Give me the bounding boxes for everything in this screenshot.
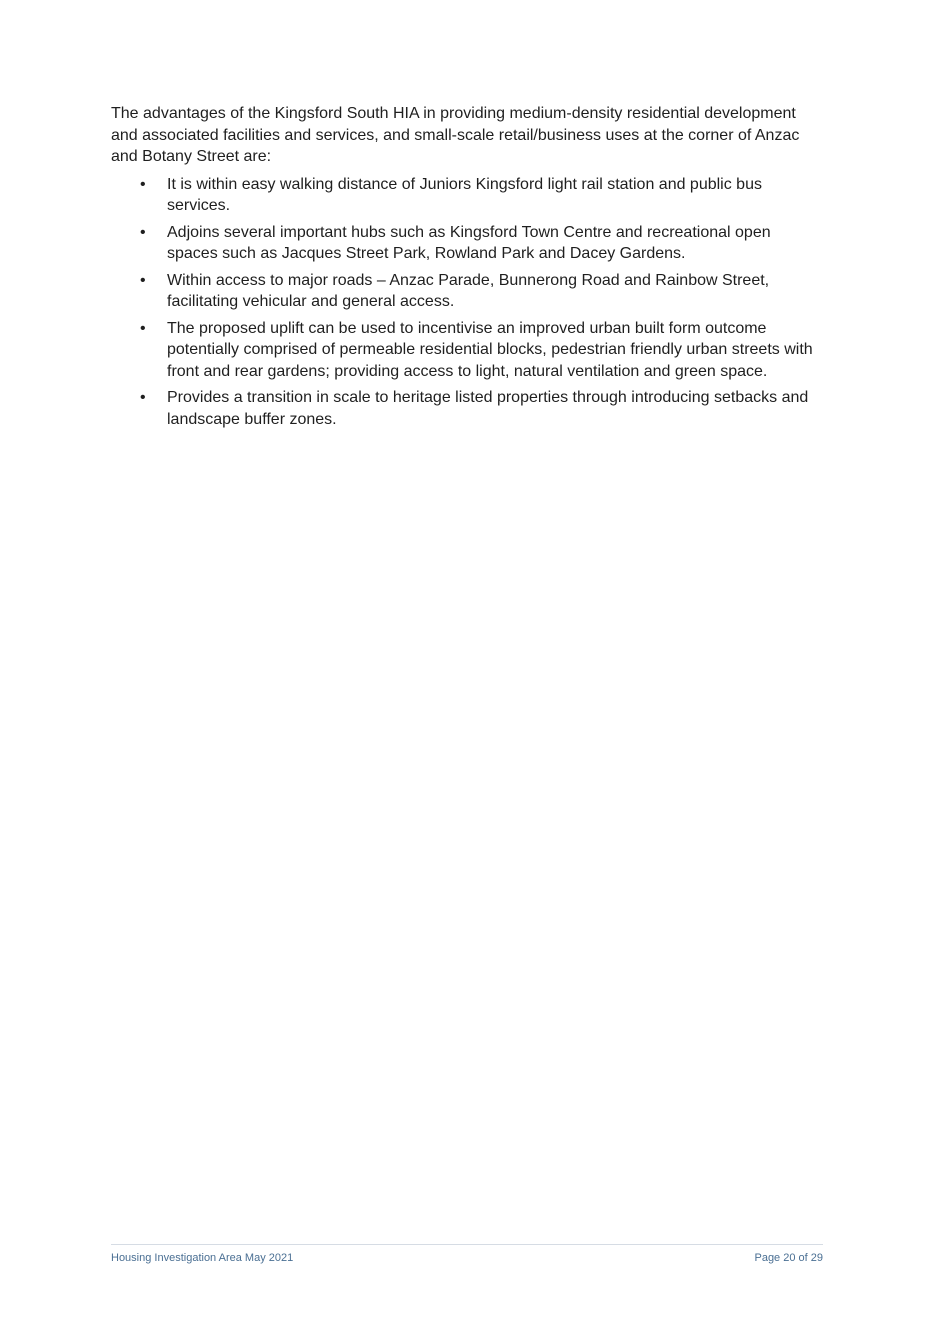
list-item [111,270,823,313]
list-item-text: Within access to major roads – Anzac Parade, Bunnerong Road and Rainbow Street, facilitating vehicular and general access. [167,271,770,310]
list-item-text: Provides a transition in scale to heritage listed properties through introducing setbacks and landscape buffer zones. [167,389,809,428]
list-item-text: The proposed uplift can be used to incentivise an improved urban built form outcome potentially comprised of permeable residential blocks, pedestrian friendly urban streets with front and rear gardens; providing access to light, natural ventilation and green space. [167,319,813,380]
bullet-icon: • [140,223,146,241]
list-item [111,222,823,265]
list-item [111,318,823,383]
page-footer [111,1244,823,1264]
list-item [111,174,823,217]
bullet-icon: • [140,175,146,193]
bullet-icon: • [140,271,146,289]
list-item-text: Adjoins several important hubs such as Kingsford Town Centre and recreational open spaces such as Jacques Street Park, Rowland Park and Dacey Gardens. [167,223,771,262]
footer-document-title: Housing Investigation Area May 2021 [111,1252,294,1264]
footer-page-number: Page 20 of 29 [754,1252,823,1264]
page-body [111,103,823,435]
list-item-text: It is within easy walking distance of Juniors Kingsford light rail station and public bus services. [167,175,762,214]
advantages-list [111,174,823,431]
intro-paragraph: The advantages of the Kingsford South HIA in providing medium-density residential development and associated facilities and services, and small-scale retail/business uses at the corner of Anzac and Botany Street are: [111,105,800,165]
bullet-icon: • [140,389,146,406]
list-item [111,387,823,430]
bullet-icon: • [140,319,146,337]
